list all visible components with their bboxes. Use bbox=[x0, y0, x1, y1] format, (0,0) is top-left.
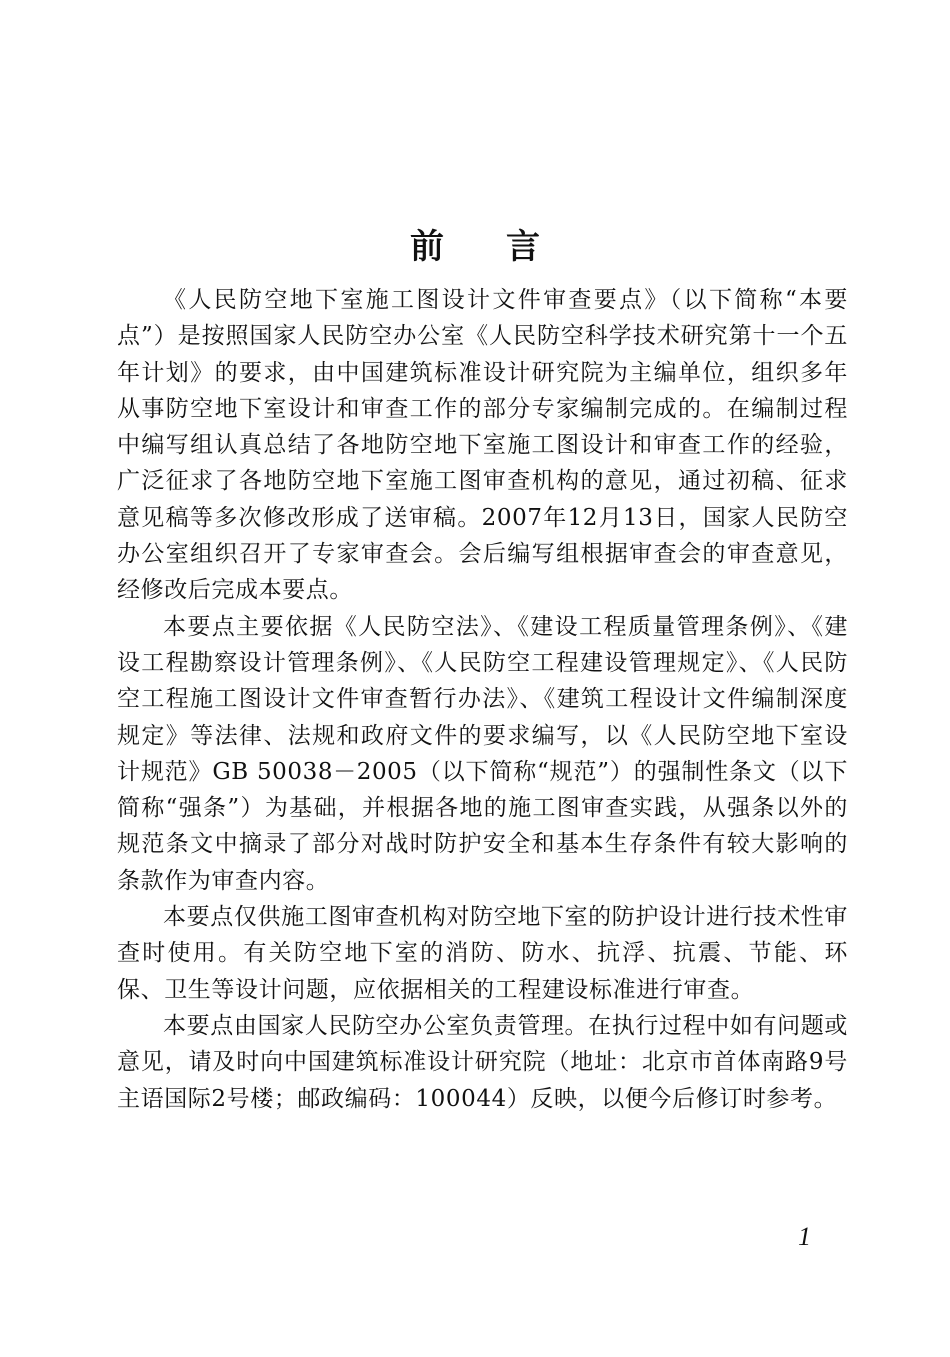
page-number: 1 bbox=[798, 1222, 811, 1251]
page-title: 前言 bbox=[410, 226, 602, 267]
paragraph-3: 本要点仅供施工图审查机构对防空地下室的防护设计进行技术性审查时使用。有关防空地下室的消防、防水、抗浮、抗震、节能、环保、卫生等设计问题，应依据相关的工程建设标准进行审查。 bbox=[117, 904, 848, 1003]
paragraph-4: 本要点由国家人民防空办公室负责管理。在执行过程中如有问题或意见，请及时向中国建筑标准设计研究院（地址：北京市首体南路9号主语国际2号楼；邮政编码：100044）反映，以便今后修订时参考。 bbox=[117, 1012, 848, 1112]
paragraph-2: 本要点主要依据《人民防空法》、《建设工程质量管理条例》、《建设工程勘察设计管理条例》、《人民防空工程建设管理规定》、《人民防空工程施工图设计文件审查暂行办法》、《建筑工程设计文件编制深度规定》等法律、法规和政府文件的要求编写，以《人民防空地下室设计规范》GB 50038－2005（以下简称“规范”）的强制性条文（以下简称“强条”）为基础，并根据各地的施工图审查实践，从强条以外的规范条文中摘录了部分对战时防护安全和基本生存条件有较大影响的条款作为审查内容。 bbox=[117, 613, 848, 894]
preface-body bbox=[117, 282, 848, 1117]
paragraph-1: 《人民防空地下室施工图设计文件审查要点》（以下简称“本要点”）是按照国家人民防空办公室《人民防空科学技术研究第十一个五年计划》的要求，由中国建筑标准设计研究院为主编单位，组织多年从事防空地下室设计和审查工作的部分专家编制完成的。在编制过程中编写组认真总结了各地防空地下室施工图设计和审查工作的经验，广泛征求了各地防空地下室施工图审查机构的意见，通过初稿、征求意见稿等多次修改形成了送审稿。2007年12月13日，国家人民防空办公室组织召开了专家审查会。会后编写组根据审查会的审查意见，经修改后完成本要点。 bbox=[117, 287, 848, 604]
